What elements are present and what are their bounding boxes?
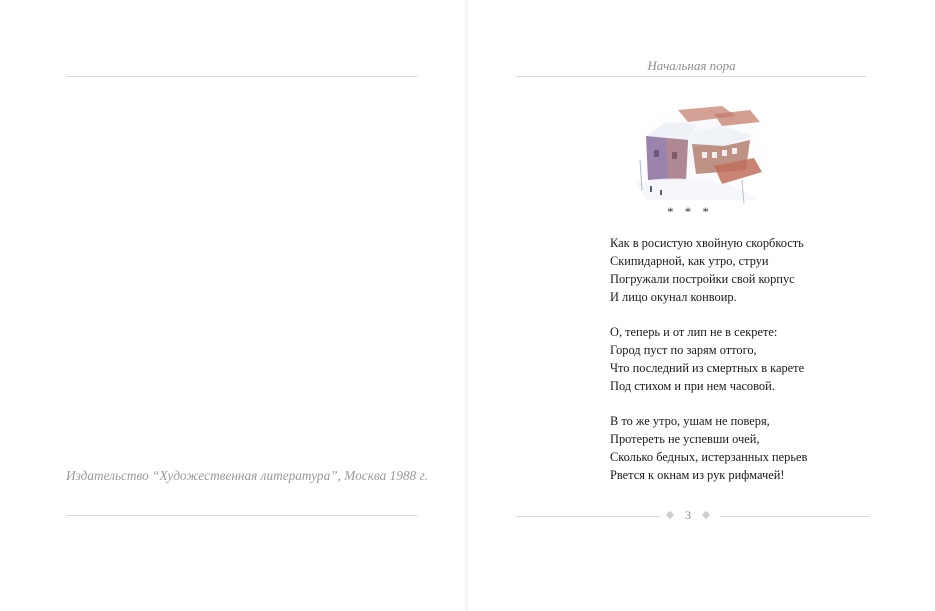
- poem-line: Сколько бедных, истерзанных перьев: [610, 450, 808, 464]
- poem-stanza: [610, 412, 870, 484]
- poem-line: Протереть не успевши очей,: [610, 432, 760, 446]
- left-page: [0, 0, 467, 611]
- poem-line: В то же утро, ушам не поверя,: [610, 414, 770, 428]
- poem-line: Как в росистую хвойную скорбкость: [610, 236, 804, 250]
- running-head: Начальная пора: [647, 58, 736, 73]
- footer-diamond-ornament: [702, 511, 710, 519]
- watercolor-houses-illustration: [626, 100, 766, 212]
- poem-line: О, теперь и от лип не в секрете:: [610, 325, 778, 339]
- footer-rule-right: [720, 516, 870, 517]
- footer-diamond-ornament: [666, 511, 674, 519]
- poem-stanza: [610, 234, 870, 306]
- poem-body: [610, 234, 870, 501]
- poem-line: И лицо окунал конвоир.: [610, 290, 737, 304]
- poem-line: Что последний из смертных в карете: [610, 361, 805, 375]
- footer-rule-left: [516, 516, 660, 517]
- publisher-imprint: Издательство “Художественная литература”, Москва 1988 г.: [66, 468, 428, 483]
- poem-line: Рвется к окнам из рук рифмачей!: [610, 468, 785, 482]
- page-number: 3: [685, 508, 691, 522]
- left-bottom-rule: [66, 515, 417, 516]
- poem-ornament-asterisks: * * *: [667, 204, 713, 219]
- right-top-rule: [516, 76, 867, 77]
- poem-stanza: [610, 323, 870, 395]
- left-top-rule: [66, 76, 417, 77]
- poem-line: Город пуст по зарям оттого,: [610, 343, 757, 357]
- right-page: [468, 0, 935, 611]
- poem-line: Под стихом и при нем часовой.: [610, 379, 775, 393]
- poem-line: Скипидарной, как утро, струи: [610, 254, 769, 268]
- poem-line: Погружали постройки свой корпус: [610, 272, 795, 286]
